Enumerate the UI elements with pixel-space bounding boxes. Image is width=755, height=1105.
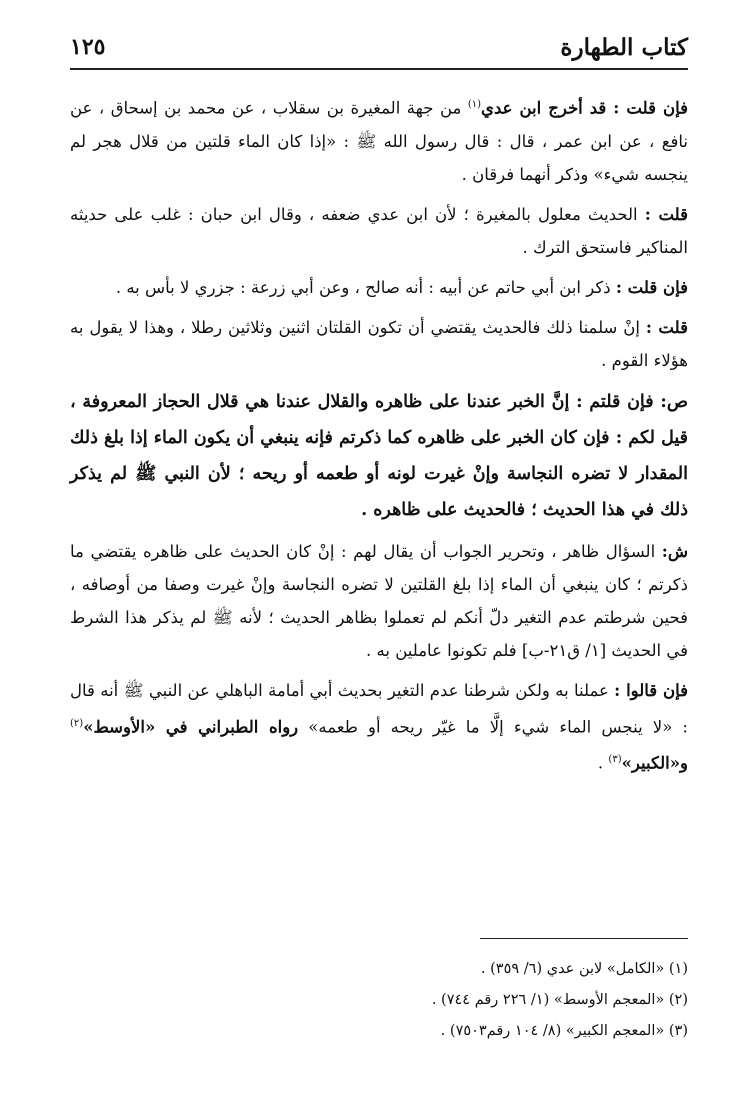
paragraph-text: إنَّ الخبر عندنا على ظاهره والقلال عندنا هي قلال الحجاز المعروفة ، قيل لكم : فإن كان الخبر على ظاهره كما ذكرتم فإنه ينبغي أن يكون الماء إذا بلغ ذلك المقدار لا تضره النجاسة وإنْ غيرت لونه أو طعمه أو ريحه ؛ لأن النبي ﷺ لم يذكر ذلك في هذا الحديث ؛ فالحديث على ظاهره . (70, 391, 688, 520)
paragraph-lead: قلت : (645, 317, 688, 337)
paragraph-reply-mughira (70, 198, 688, 264)
page-number: ١٢٥ (70, 34, 106, 60)
source-citation: رواه الطبراني في «الأوسط» (83, 717, 299, 736)
paragraph-text: ذكر ابن أبي حاتم عن أبيه : أنه صالح ، وعن أبي زرعة : جزري لا بأس به . (115, 277, 616, 297)
footnote-1: (١) «الكامل» لابن عدي (٦/ ٣٥٩) . (480, 961, 688, 977)
footnote-3: (٣) «المعجم الكبير» (٨/ ١٠٤ رقم٧٥٠٣) . (440, 1023, 688, 1039)
main-text (70, 88, 688, 780)
paragraph-lead: فإن قلت : قد أخرج ابن عدي (481, 98, 688, 118)
paragraph-matn-sad (70, 384, 688, 528)
paragraph-sharh-shin (70, 535, 688, 667)
footnote-marker-2: (٢) (70, 717, 84, 729)
paragraph-lead: ش: (661, 541, 688, 561)
paragraph-text: إنْ سلمنا ذلك فالحديث يقتضي أن تكون القلتان اثنين وثلاثين رطلا ، وهذا لا يقول به هؤلاء القوم . (70, 317, 688, 370)
book-page (70, 0, 688, 1105)
running-title: كتاب الطهارة (560, 34, 688, 61)
footnotes (70, 954, 688, 1047)
footnote-2: (٢) «المعجم الأوسط» (١/ ٢٢٦ رقم ٧٤٤) . (431, 992, 688, 1008)
paragraph-lead: فإن قالوا : (614, 680, 688, 700)
paragraph-lead: فإن قلت : (615, 277, 688, 297)
paragraph-text: السؤال ظاهر ، وتحرير الجواب أن يقال لهم : إنْ كان الحديث على ظاهره يقتضي ما ذكرتم ؛ كان ينبغي أن الماء إذا بلغ القلتين لا تضره النجاسة وإنْ غيرت وصفا من أوصافه ، فحين شرطتم عدم التغير دلّ أنكم لم تعملوا بظاهر الحديث ؛ لأنه ﷺ لم يذكر هذا الشرط في الحديث [١/ ق٢١-ب] فلم تكونوا عاملين به . (70, 541, 688, 660)
paragraph-lead: ص: فإن قلتم : (576, 391, 688, 412)
footnote-separator (480, 938, 688, 939)
source-citation-2: و«الكبير» (621, 753, 688, 773)
paragraph-end: . (597, 753, 609, 773)
paragraph-objection-ibn-adi (70, 88, 688, 191)
paragraph-lead: قلت : (644, 204, 688, 224)
paragraph-reply-qullatan (70, 311, 688, 377)
running-header (70, 28, 688, 70)
footnote-marker-1: (١) (467, 99, 482, 110)
paragraph-objection-abi-umama (70, 674, 688, 780)
paragraph-text: عملنا به ولكن شرطنا عدم التغير بحديث أبي أمامة الباهلي عن النبي ﷺ أنه قال : «لا ينجس الماء شيء إلَّا ما غيّر ريحه أو طعمه» (70, 680, 688, 736)
paragraph-objection-abi-hatim (70, 271, 688, 304)
paragraph-text: من جهة المغيرة بن سقلاب ، عن محمد بن إسحاق ، عن نافع ، عن ابن عمر ، قال : قال رسول الله ﷺ : «إذا كان الماء قلتين من قلال هجر لم ينجسه شيء» وذكر أنهما فرقان . (70, 98, 688, 184)
footnote-marker-3: (٣) (608, 754, 622, 765)
paragraph-text: الحديث معلول بالمغيرة ؛ لأن ابن عدي ضعفه ، وقال ابن حبان : غلب على حديثه المناكير فاستحق الترك . (70, 204, 688, 257)
